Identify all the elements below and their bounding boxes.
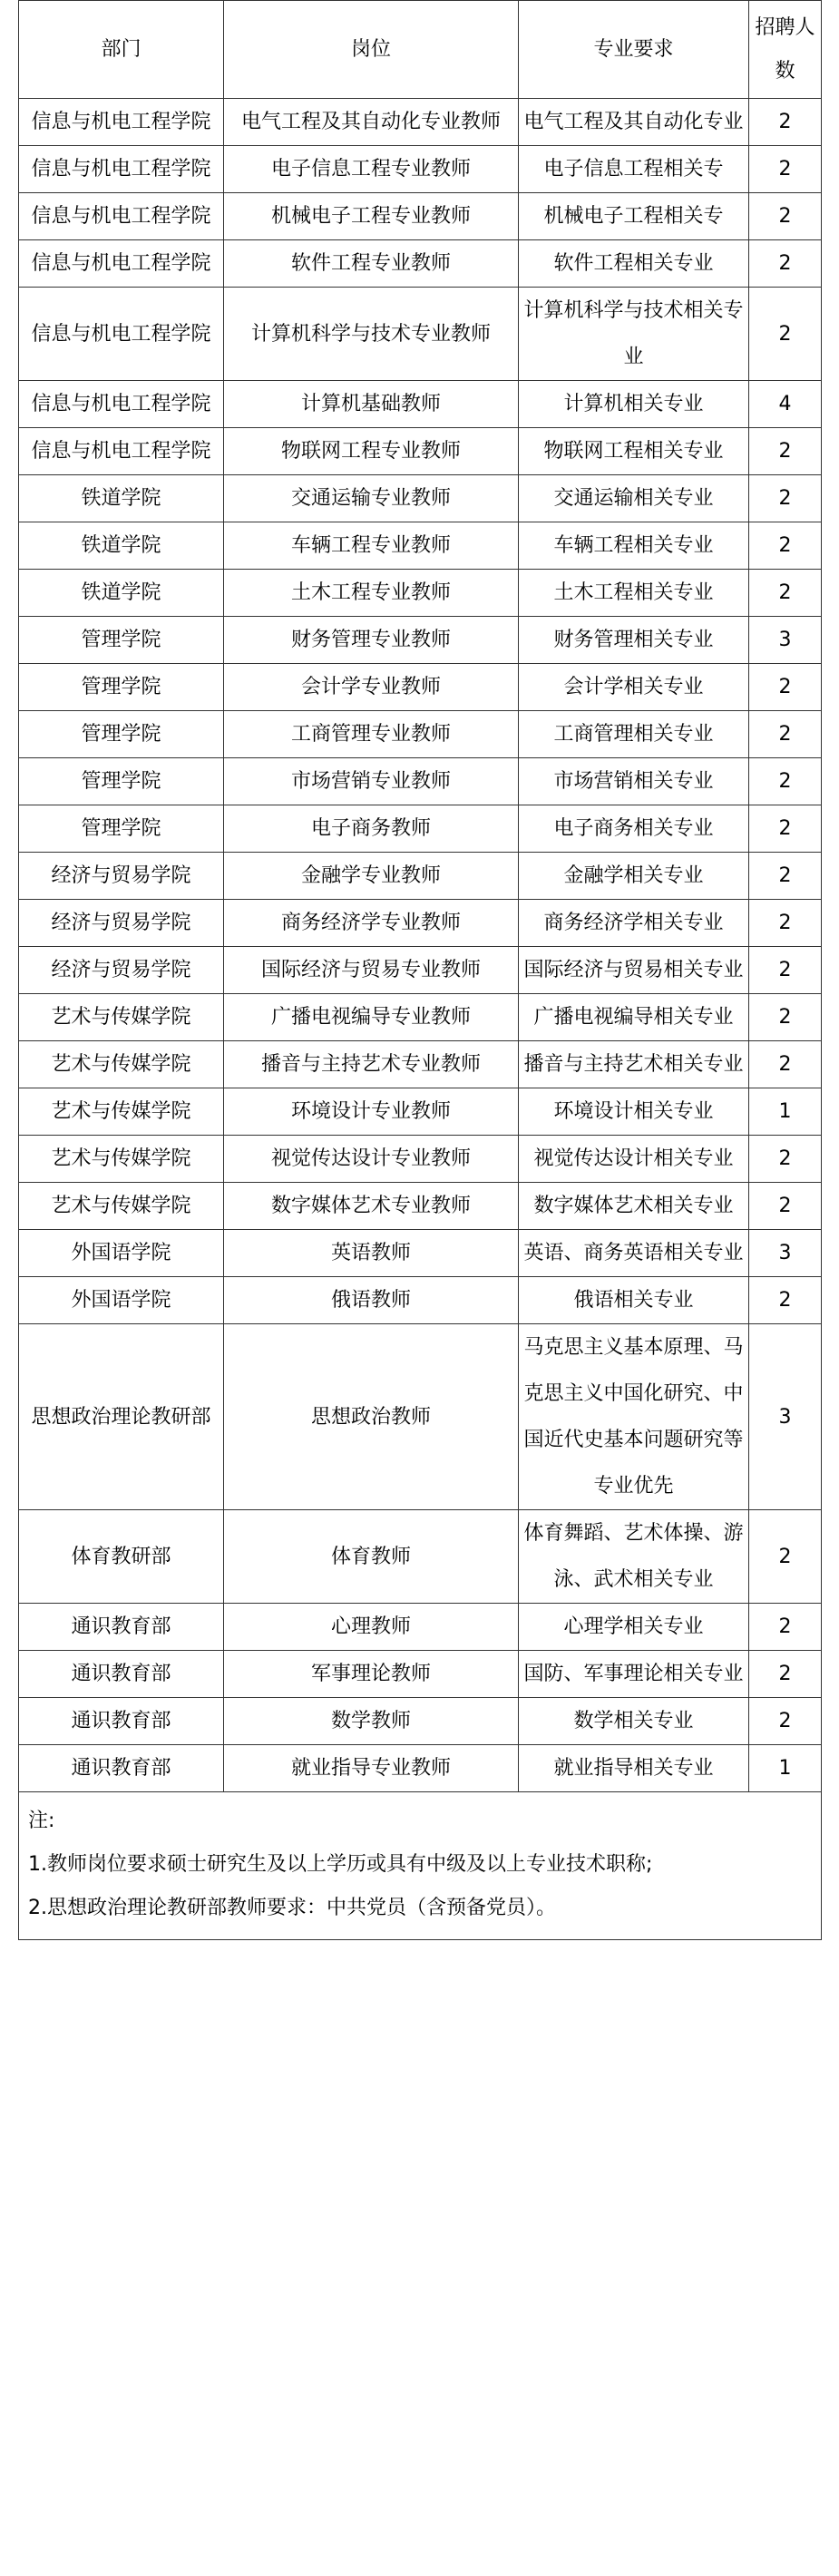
header-row (19, 1, 822, 99)
cell-count: 3 (749, 1230, 822, 1277)
cell-requirement: 马克思主义基本原理、马克思主义中国化研究、中国近代史基本问题研究等专业优先 (519, 1324, 749, 1510)
cell-requirement: 国防、军事理论相关专业 (519, 1651, 749, 1698)
cell-count: 2 (749, 947, 822, 994)
cell-requirement: 交通运输相关专业 (519, 475, 749, 522)
recruitment-table (18, 0, 822, 1940)
cell-count: 1 (749, 1745, 822, 1792)
cell-count: 2 (749, 900, 822, 947)
cell-position: 交通运输专业教师 (224, 475, 519, 522)
cell-requirement: 俄语相关专业 (519, 1277, 749, 1324)
cell-dept: 铁道学院 (19, 475, 224, 522)
table-row (19, 617, 822, 664)
note-item: 2.思想政治理论教研部教师要求：中共党员（含预备党员）。 (28, 1897, 556, 1919)
cell-dept: 铁道学院 (19, 570, 224, 617)
cell-dept: 管理学院 (19, 805, 224, 853)
cell-count: 2 (749, 522, 822, 570)
cell-position: 会计学专业教师 (224, 664, 519, 711)
cell-position: 环境设计专业教师 (224, 1088, 519, 1136)
cell-dept: 艺术与传媒学院 (19, 1041, 224, 1088)
cell-position: 思想政治教师 (224, 1324, 519, 1510)
cell-count: 2 (749, 146, 822, 193)
cell-dept: 外国语学院 (19, 1230, 224, 1277)
table-row (19, 1651, 822, 1698)
table-row (19, 522, 822, 570)
notes-row (19, 1792, 822, 1940)
cell-position: 体育教师 (224, 1510, 519, 1604)
cell-dept: 信息与机电工程学院 (19, 288, 224, 381)
cell-position: 就业指导专业教师 (224, 1745, 519, 1792)
cell-requirement: 环境设计相关专业 (519, 1088, 749, 1136)
cell-dept: 思想政治理论教研部 (19, 1324, 224, 1510)
cell-position: 视觉传达设计专业教师 (224, 1136, 519, 1183)
table-row (19, 475, 822, 522)
table-row (19, 99, 822, 146)
cell-position: 市场营销专业教师 (224, 758, 519, 805)
cell-requirement: 工商管理相关专业 (519, 711, 749, 758)
cell-dept: 外国语学院 (19, 1277, 224, 1324)
cell-requirement: 视觉传达设计相关专业 (519, 1136, 749, 1183)
header-position: 岗位 (224, 1, 519, 99)
table-row (19, 947, 822, 994)
cell-requirement: 心理学相关专业 (519, 1604, 749, 1651)
cell-position: 电子商务教师 (224, 805, 519, 853)
table-body (19, 99, 822, 1792)
cell-count: 2 (749, 994, 822, 1041)
cell-position: 电气工程及其自动化专业教师 (224, 99, 519, 146)
table-row (19, 805, 822, 853)
cell-count: 2 (749, 240, 822, 288)
cell-dept: 管理学院 (19, 758, 224, 805)
cell-count: 2 (749, 1183, 822, 1230)
cell-position: 电子信息工程专业教师 (224, 146, 519, 193)
cell-position: 英语教师 (224, 1230, 519, 1277)
table-row (19, 1324, 822, 1510)
cell-dept: 艺术与传媒学院 (19, 1183, 224, 1230)
cell-dept: 体育教研部 (19, 1510, 224, 1604)
cell-count: 2 (749, 1136, 822, 1183)
notes-cell (19, 1792, 822, 1940)
cell-position: 机械电子工程专业教师 (224, 193, 519, 240)
cell-dept: 经济与贸易学院 (19, 947, 224, 994)
table-header (19, 1, 822, 99)
cell-position: 广播电视编导专业教师 (224, 994, 519, 1041)
cell-dept: 管理学院 (19, 617, 224, 664)
table-row (19, 1510, 822, 1604)
cell-requirement: 计算机科学与技术相关专业 (519, 288, 749, 381)
cell-count: 2 (749, 1510, 822, 1604)
cell-dept: 信息与机电工程学院 (19, 381, 224, 428)
table-row (19, 193, 822, 240)
cell-count: 2 (749, 1041, 822, 1088)
cell-requirement: 机械电子工程相关专 (519, 193, 749, 240)
cell-position: 军事理论教师 (224, 1651, 519, 1698)
table-row (19, 428, 822, 475)
cell-requirement: 电子信息工程相关专 (519, 146, 749, 193)
cell-dept: 通识教育部 (19, 1651, 224, 1698)
table-row (19, 758, 822, 805)
table-footer (19, 1792, 822, 1940)
cell-position: 土木工程专业教师 (224, 570, 519, 617)
cell-position: 心理教师 (224, 1604, 519, 1651)
cell-position: 财务管理专业教师 (224, 617, 519, 664)
cell-requirement: 电气工程及其自动化专业 (519, 99, 749, 146)
cell-count: 2 (749, 805, 822, 853)
table-row (19, 1183, 822, 1230)
table-row (19, 853, 822, 900)
cell-dept: 经济与贸易学院 (19, 853, 224, 900)
cell-position: 计算机基础教师 (224, 381, 519, 428)
table-row (19, 570, 822, 617)
cell-count: 2 (749, 1604, 822, 1651)
cell-requirement: 播音与主持艺术相关专业 (519, 1041, 749, 1088)
cell-count: 2 (749, 758, 822, 805)
cell-position: 数字媒体艺术专业教师 (224, 1183, 519, 1230)
cell-requirement: 车辆工程相关专业 (519, 522, 749, 570)
cell-requirement: 就业指导相关专业 (519, 1745, 749, 1792)
cell-position: 金融学专业教师 (224, 853, 519, 900)
cell-requirement: 体育舞蹈、艺术体操、游泳、武术相关专业 (519, 1510, 749, 1604)
cell-count: 2 (749, 711, 822, 758)
cell-count: 2 (749, 853, 822, 900)
notes-heading: 注: (28, 1810, 55, 1832)
table-row (19, 1698, 822, 1745)
cell-dept: 经济与贸易学院 (19, 900, 224, 947)
cell-position: 国际经济与贸易专业教师 (224, 947, 519, 994)
cell-position: 软件工程专业教师 (224, 240, 519, 288)
table-row (19, 1041, 822, 1088)
cell-dept: 铁道学院 (19, 522, 224, 570)
table-row (19, 1136, 822, 1183)
cell-requirement: 计算机相关专业 (519, 381, 749, 428)
cell-requirement: 财务管理相关专业 (519, 617, 749, 664)
table-row (19, 381, 822, 428)
cell-count: 2 (749, 1651, 822, 1698)
cell-count: 2 (749, 1277, 822, 1324)
cell-dept: 通识教育部 (19, 1604, 224, 1651)
table-row (19, 288, 822, 381)
cell-requirement: 物联网工程相关专业 (519, 428, 749, 475)
cell-dept: 管理学院 (19, 664, 224, 711)
cell-requirement: 国际经济与贸易相关专业 (519, 947, 749, 994)
cell-dept: 信息与机电工程学院 (19, 193, 224, 240)
cell-dept: 管理学院 (19, 711, 224, 758)
cell-dept: 艺术与传媒学院 (19, 994, 224, 1041)
cell-dept: 艺术与传媒学院 (19, 1088, 224, 1136)
header-count: 招聘人数 (749, 1, 822, 99)
cell-count: 3 (749, 1324, 822, 1510)
cell-requirement: 电子商务相关专业 (519, 805, 749, 853)
table-row (19, 1277, 822, 1324)
cell-count: 4 (749, 381, 822, 428)
table-row (19, 900, 822, 947)
cell-dept: 信息与机电工程学院 (19, 428, 224, 475)
cell-dept: 信息与机电工程学院 (19, 240, 224, 288)
cell-count: 2 (749, 99, 822, 146)
table-row (19, 711, 822, 758)
table-row (19, 1088, 822, 1136)
cell-requirement: 市场营销相关专业 (519, 758, 749, 805)
cell-dept: 通识教育部 (19, 1745, 224, 1792)
cell-dept: 信息与机电工程学院 (19, 146, 224, 193)
recruitment-sheet (18, 0, 821, 1940)
cell-requirement: 商务经济学相关专业 (519, 900, 749, 947)
cell-requirement: 数学相关专业 (519, 1698, 749, 1745)
cell-count: 2 (749, 475, 822, 522)
cell-requirement: 软件工程相关专业 (519, 240, 749, 288)
cell-count: 2 (749, 664, 822, 711)
cell-count: 2 (749, 428, 822, 475)
cell-count: 2 (749, 193, 822, 240)
table-row (19, 1604, 822, 1651)
header-requirement: 专业要求 (519, 1, 749, 99)
cell-requirement: 英语、商务英语相关专业 (519, 1230, 749, 1277)
cell-position: 物联网工程专业教师 (224, 428, 519, 475)
cell-requirement: 会计学相关专业 (519, 664, 749, 711)
table-row (19, 240, 822, 288)
cell-position: 商务经济学专业教师 (224, 900, 519, 947)
table-row (19, 664, 822, 711)
cell-requirement: 广播电视编导相关专业 (519, 994, 749, 1041)
header-dept: 部门 (19, 1, 224, 99)
table-row (19, 146, 822, 193)
cell-requirement: 数字媒体艺术相关专业 (519, 1183, 749, 1230)
cell-position: 车辆工程专业教师 (224, 522, 519, 570)
note-item: 1.教师岗位要求硕士研究生及以上学历或具有中级及以上专业技术职称; (28, 1853, 653, 1876)
cell-position: 数学教师 (224, 1698, 519, 1745)
table-row (19, 994, 822, 1041)
cell-position: 播音与主持艺术专业教师 (224, 1041, 519, 1088)
cell-count: 2 (749, 288, 822, 381)
cell-dept: 信息与机电工程学院 (19, 99, 224, 146)
cell-count: 2 (749, 1698, 822, 1745)
cell-requirement: 金融学相关专业 (519, 853, 749, 900)
cell-count: 3 (749, 617, 822, 664)
cell-dept: 艺术与传媒学院 (19, 1136, 224, 1183)
table-row (19, 1230, 822, 1277)
cell-requirement: 土木工程相关专业 (519, 570, 749, 617)
cell-position: 计算机科学与技术专业教师 (224, 288, 519, 381)
cell-position: 俄语教师 (224, 1277, 519, 1324)
cell-position: 工商管理专业教师 (224, 711, 519, 758)
cell-count: 2 (749, 570, 822, 617)
cell-count: 1 (749, 1088, 822, 1136)
table-row (19, 1745, 822, 1792)
cell-dept: 通识教育部 (19, 1698, 224, 1745)
